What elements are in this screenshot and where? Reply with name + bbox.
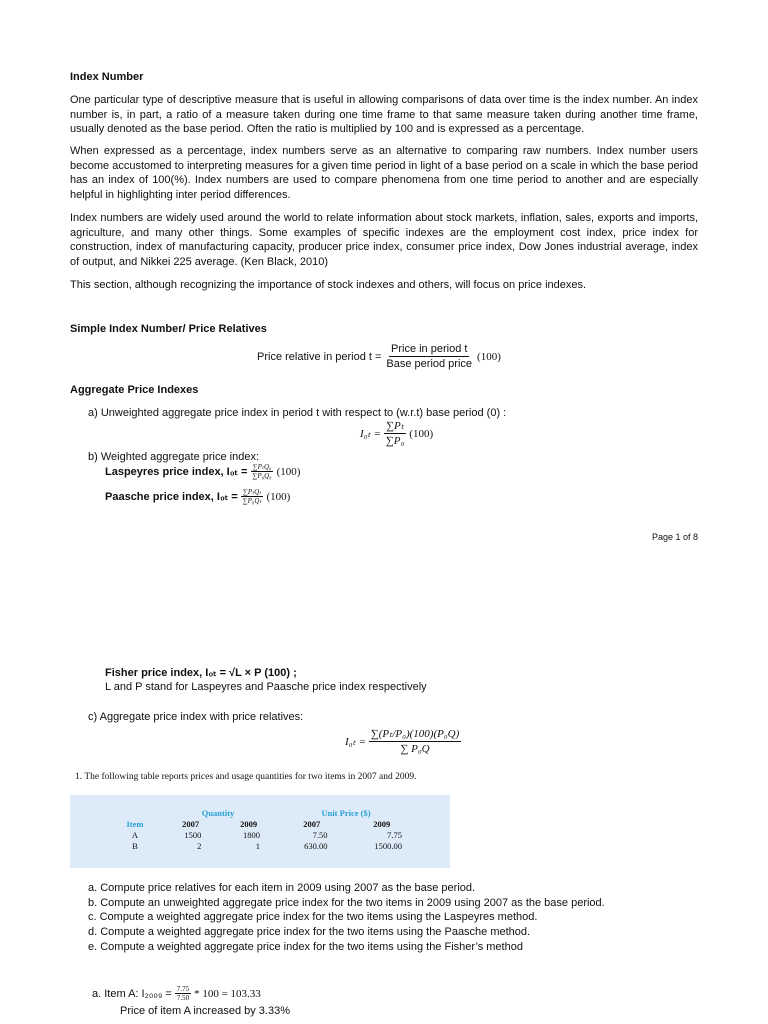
page-number: Page 1 of 8 [651,532,698,542]
task-e: e. Compute a weighted aggregate price index for the two items using the Fisher’s method [88,941,523,953]
formula-numerator: ∑(Pₜ/P₀)(100)(P₀Q) [370,728,460,740]
paragraph-3: Index numbers are widely used around the world to relate information about stock markets, inflation, sales, exports and imports, agriculture, and many other things. Some examples of specific indexes are the employment cost index, price index for construction, index of manufacturing capacity, producer price index, consumer price index, Dow Jones industrial average, index of output, and Nikkei 225 average. (Ken Black, 2010) [70,212,698,268]
paragraph-4: This section, although recognizing the importance of stock indexes and others, will focus on price indexes. [70,279,587,291]
laspeyres-fraction [250,463,273,480]
laspeyres-label: Laspeyres price index, I₀ₜ = [105,466,248,478]
relatives-formula [345,727,461,756]
formula-denominator: Base period price [386,358,473,370]
section-heading-aggregate: Aggregate Price Indexes [70,384,199,396]
table-cell: 2 [197,840,202,851]
group-header-unit-price: Unit Price ($) [321,807,371,818]
paasche-numerator: ∑PₜQₜ [242,488,262,496]
paasche-denominator: ∑P₀Qₜ [242,497,262,505]
answer-numerator: 7.75 [176,985,190,993]
col-header-price-2009: 2009 [373,818,391,829]
table-cell: B [132,840,138,851]
paragraph-2: When expressed as a percentage, index numbers serve as an alternative to comparing raw numbers. Index number users become accustomed to interpreting measures for a given time period in light of a base period on a scale in which the base period has an index of 100(%). Index numbers are used to compare phenomena from one time period to another and are especially helpful in highlighting inter period differences. [70,145,698,201]
table-row [110,829,416,840]
table-cell: 1500 [184,829,202,840]
paasche-formula [105,488,290,505]
answer-label: a. Item A: I₂₀₀₉ = [92,987,172,1000]
list-item-c: c) Aggregate price index with price relatives: [88,711,304,723]
formula-numerator: ∑Pₜ [386,420,404,432]
laspeyres-multiplier: (100) [276,465,301,478]
task-b: b. Compute an unweighted aggregate price index for the two items in 2009 using 2007 as the base period. [88,897,605,909]
task-c: c. Compute a weighted aggregate price index for the two items using the Laspeyres method. [88,911,538,923]
formula-lhs: I₀ₜ = [360,428,381,440]
table-cell: 1500.00 [374,840,402,851]
paasche-fraction [241,488,264,505]
section-heading-index-number: Index Number [70,71,144,83]
price-relative-formula [257,342,501,371]
fisher-note: L and P stand for Laspeyres and Paasche price index respectively [105,681,427,693]
formula-fraction [384,419,406,448]
formula-multiplier: (100) [409,427,434,440]
problem-statement: 1. The following table reports prices and usage quantities for two items in 2007 and 2009. [75,772,417,782]
col-header-qty-2009: 2009 [240,818,258,829]
laspeyres-formula [105,463,300,480]
formula-lhs: I₀ₜ = [345,736,366,748]
formula-denominator: ∑P₀ [385,435,405,447]
price-quantity-table [110,807,416,851]
fisher-label: Fisher price index, I₀ₜ = √L × P (100) ; [105,667,297,679]
col-header-qty-2007: 2007 [182,818,200,829]
table-cell: 7.50 [312,829,328,840]
formula-lhs: Price relative in period t = [257,350,382,363]
section-heading-simple-index: Simple Index Number/ Price Relatives [70,323,267,335]
col-header-item: Item [126,818,144,829]
formula-fraction [369,727,461,756]
paragraph-1: One particular type of descriptive measure that is useful in allowing comparisons of data over time is the index number. An index number is, in part, a ratio of a measure taken during one time frame to that same measure taken during another time frame, usually denoted as the base period. Often the ratio is multiplied by 100 and is expressed as a percentage. [70,94,698,136]
formula-multiplier: (100) [477,350,501,363]
table-row [110,840,416,851]
group-header-quantity: Quantity [201,807,235,818]
task-d: d. Compute a weighted aggregate price index for the two items using the Paasche method. [88,926,531,938]
list-item-b: b) Weighted aggregate price index: [88,451,260,463]
laspeyres-denominator: ∑P₀Q₀ [252,472,272,480]
unweighted-formula [360,419,433,448]
table-cell: 1 [255,840,260,851]
data-table-panel [70,795,450,868]
answer-fraction [175,985,191,1002]
table-cell: 1800 [243,829,260,840]
table-cell: 630.00 [304,840,328,851]
formula-fraction [384,342,474,371]
formula-numerator: Price in period t [391,343,468,355]
paasche-label: Paasche price index, I₀ₜ = [105,491,238,503]
task-a: a. Compute price relatives for each item in 2009 using 2007 as the base period. [88,882,476,894]
formula-denominator: ∑ P₀Q [400,743,430,755]
list-item-a: a) Unweighted aggregate price index in period t with respect to (w.r.t) base period (0) : [88,407,507,419]
answer-note: Price of item A increased by 3.33% [120,1005,290,1017]
answer-a-formula [92,985,261,1002]
answer-result: * 100 = 103.33 [194,987,261,1000]
answer-denominator: 7.50 [176,994,190,1002]
paasche-multiplier: (100) [266,490,291,503]
table-cell: A [131,829,139,840]
laspeyres-numerator: ∑PₜQ₀ [252,463,272,471]
col-header-price-2007: 2007 [303,818,321,829]
table-cell: 7.75 [387,829,402,840]
